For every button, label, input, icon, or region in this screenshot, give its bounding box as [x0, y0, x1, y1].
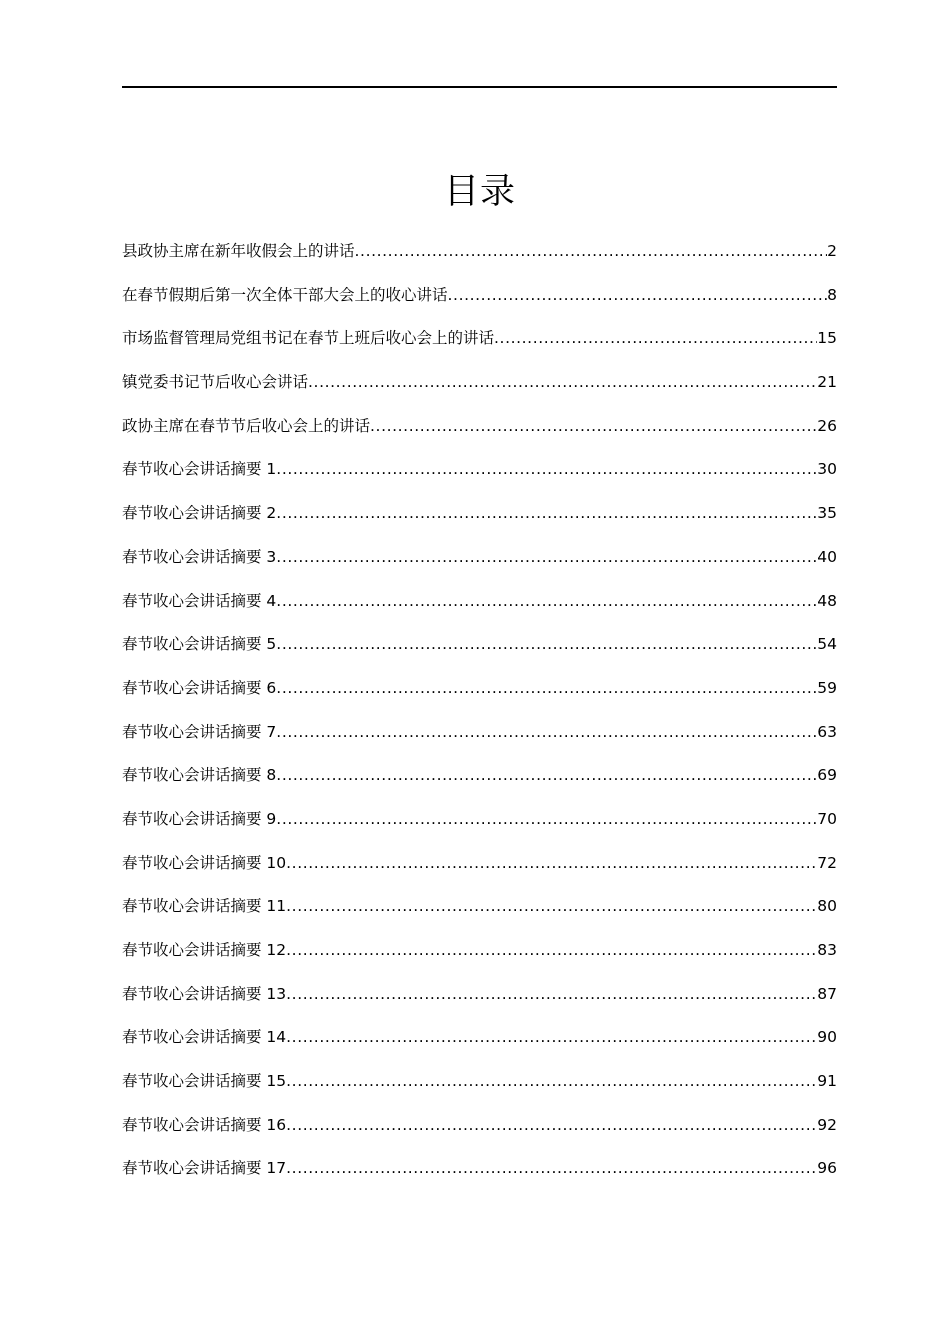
toc-dot-leader [276, 588, 817, 615]
toc-entry[interactable] [122, 675, 837, 719]
toc-entry-label: 镇党委书记节后收心会讲话 [122, 373, 309, 392]
toc-entry[interactable] [122, 413, 837, 457]
toc-dot-leader [276, 631, 817, 658]
toc-entry-page: 59 [817, 678, 837, 697]
toc-entry-page: 2 [827, 242, 837, 260]
toc-entry-page: 91 [817, 1072, 837, 1091]
toc-entry-label: 春节收心会讲话摘要 5 [122, 635, 277, 654]
toc-entry-label: 春节收心会讲话摘要 9 [122, 809, 277, 828]
toc-entry-page: 96 [817, 1159, 837, 1178]
toc-entry[interactable] [122, 1068, 837, 1112]
toc-dot-leader [494, 325, 817, 352]
toc-entry-label: 市场监督管理局党组书记在春节上班后收心会上的讲话 [122, 329, 495, 348]
toc-dot-leader [276, 456, 817, 483]
toc-entry[interactable] [122, 369, 837, 413]
toc-entry-label: 春节收心会讲话摘要 11 [122, 897, 287, 916]
toc-entry[interactable] [122, 850, 837, 894]
toc-entry-label: 春节收心会讲话摘要 16 [122, 1115, 287, 1134]
toc-entry[interactable] [122, 806, 837, 850]
toc-entry-label: 春节收心会讲话摘要 6 [122, 678, 277, 697]
toc-entry-label: 春节收心会讲话摘要 17 [122, 1159, 287, 1178]
toc-entry[interactable] [122, 588, 837, 632]
toc-dot-leader [286, 850, 817, 877]
toc-entry-label: 春节收心会讲话摘要 10 [122, 853, 287, 872]
toc-entry-page: 35 [817, 504, 837, 523]
header-rule [122, 86, 837, 88]
toc-entry-page: 40 [817, 547, 837, 566]
toc-dot-leader [286, 1068, 817, 1095]
toc-entry[interactable] [122, 719, 837, 763]
toc-entry-page: 90 [817, 1028, 837, 1047]
toc-entry-label: 春节收心会讲话摘要 8 [122, 766, 277, 785]
toc-dot-leader [308, 369, 817, 396]
toc-entry-label: 春节收心会讲话摘要 3 [122, 547, 277, 566]
toc-entry-page: 83 [817, 941, 837, 959]
toc-entry-label: 县政协主席在新年收假会上的讲话 [122, 242, 355, 260]
toc-entry[interactable] [122, 282, 837, 326]
toc-entry-page: 63 [817, 722, 837, 741]
table-of-contents [122, 238, 837, 1199]
toc-entry-page: 80 [817, 897, 837, 916]
toc-entry-label: 春节收心会讲话摘要 4 [122, 591, 277, 610]
toc-entry-page: 15 [817, 329, 837, 348]
toc-entry[interactable] [122, 1112, 837, 1156]
toc-dot-leader [276, 719, 817, 746]
toc-entry[interactable] [122, 544, 837, 588]
toc-dot-leader [276, 762, 817, 789]
toc-entry-page: 48 [817, 591, 837, 610]
toc-entry-label: 春节收心会讲话摘要 14 [122, 1028, 287, 1047]
toc-entry[interactable] [122, 1024, 837, 1068]
toc-entry-label: 春节收心会讲话摘要 15 [122, 1072, 287, 1091]
toc-entry-label: 春节收心会讲话摘要 13 [122, 984, 287, 1003]
toc-entry[interactable] [122, 631, 837, 675]
toc-entry-label: 春节收心会讲话摘要 12 [122, 941, 287, 959]
toc-entry[interactable] [122, 1155, 837, 1199]
toc-entry-label: 春节收心会讲话摘要 7 [122, 722, 277, 741]
toc-dot-leader [286, 981, 817, 1008]
toc-entry[interactable] [122, 325, 837, 369]
toc-entry-page: 72 [817, 853, 837, 872]
toc-dot-leader [276, 675, 817, 702]
toc-entry[interactable] [122, 762, 837, 806]
toc-entry-label: 春节收心会讲话摘要 2 [122, 504, 277, 523]
toc-dot-leader [286, 1155, 817, 1182]
toc-dot-leader [286, 893, 817, 920]
toc-dot-leader [276, 806, 817, 833]
toc-dot-leader [286, 1024, 817, 1051]
toc-dot-leader [448, 282, 828, 309]
toc-entry-page: 30 [817, 460, 837, 479]
toc-entry-page: 69 [817, 766, 837, 785]
toc-entry-page: 87 [817, 984, 837, 1003]
toc-dot-leader [286, 937, 817, 964]
toc-entry[interactable] [122, 456, 837, 500]
toc-entry-label: 春节收心会讲话摘要 1 [122, 460, 277, 479]
toc-entry[interactable] [122, 981, 837, 1025]
toc-entry-page: 54 [817, 635, 837, 654]
toc-dot-leader [355, 238, 828, 265]
toc-entry[interactable] [122, 238, 837, 282]
toc-entry-page: 92 [817, 1115, 837, 1134]
toc-entry[interactable] [122, 893, 837, 937]
toc-dot-leader [286, 1112, 817, 1139]
toc-entry[interactable] [122, 937, 837, 981]
toc-entry-label: 政协主席在春节节后收心会上的讲话 [122, 416, 371, 435]
toc-entry-label: 在春节假期后第一次全体干部大会上的收心讲话 [122, 285, 448, 304]
toc-entry-page: 26 [817, 416, 837, 435]
toc-dot-leader [370, 413, 817, 440]
toc-dot-leader [276, 544, 817, 571]
toc-title: 目录 [443, 172, 516, 212]
toc-entry-page: 70 [817, 809, 837, 828]
toc-entry[interactable] [122, 500, 837, 544]
toc-entry-page: 8 [827, 285, 837, 304]
toc-entry-page: 21 [817, 373, 837, 392]
toc-dot-leader [276, 500, 817, 527]
